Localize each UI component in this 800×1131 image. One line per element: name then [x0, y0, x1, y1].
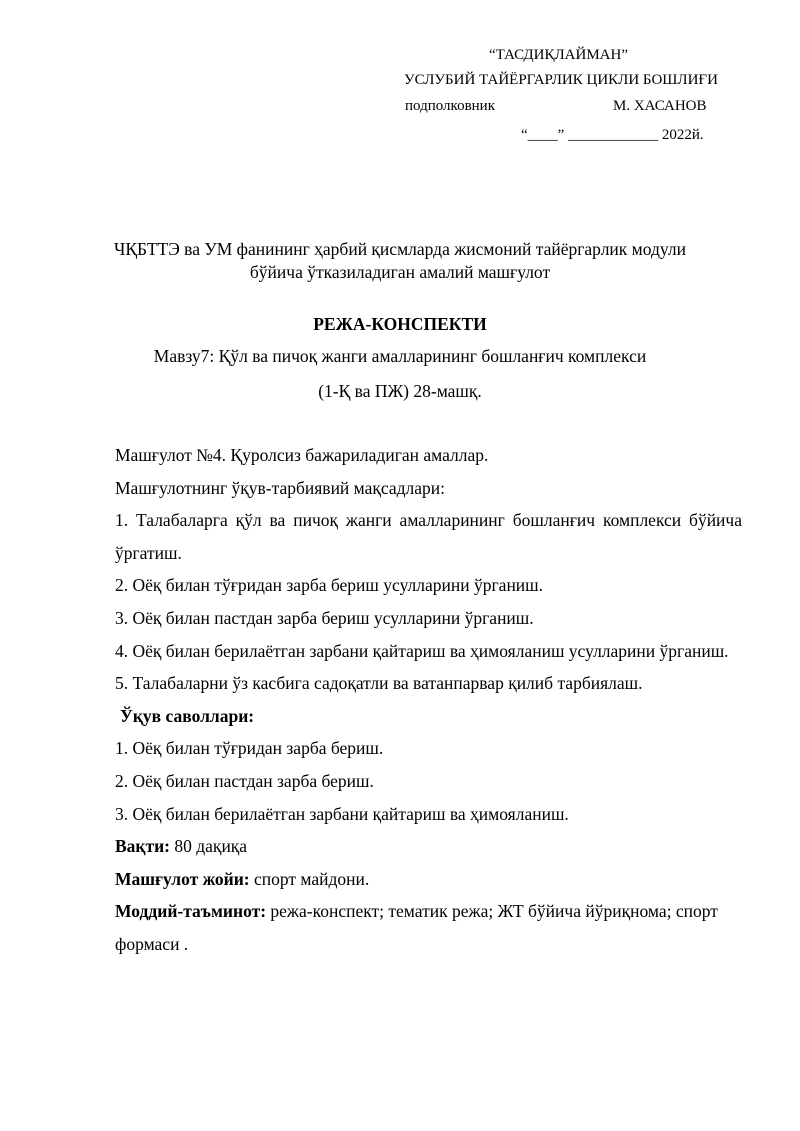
document-title-line-1: ЧҚБТТЭ ва УМ фанининг ҳарбий қисмларда жисмоний тайёргарлик модули — [114, 239, 686, 259]
document-body — [115, 439, 742, 961]
approval-date: “____” ____________ 2022й. — [521, 127, 704, 143]
question-item: 3. Оёқ билан берилаётган зарбани қайтариш ва ҳимояланиш. — [115, 803, 569, 824]
supply-value: режа-конспект; тематик режа; ЖТ бўйича йўриқнома; спорт формаси . — [115, 901, 718, 954]
place-line — [115, 863, 742, 896]
supply-line — [115, 895, 742, 960]
questions-label: Ўқув саволлари: — [120, 705, 255, 726]
document-title — [60, 238, 740, 284]
document-heading: РЕЖА-КОНСПЕКТИ — [313, 314, 487, 334]
goal-item: 2. Оёқ билан тўғридан зарба бериш усулларини ўрганиш. — [115, 575, 544, 596]
place-value: спорт майдони. — [249, 868, 370, 889]
approval-title: “ТАСДИҚЛАЙМАН” — [489, 47, 628, 63]
goal-item: 1. Талабаларга қўл ва пичоқ жанги амалларининг бошланғич комплекси бўйича ўргатиш. — [115, 510, 742, 563]
approval-position: УСЛУБИЙ ТАЙЁРГАРЛИК ЦИКЛИ БОШЛИҒИ — [404, 72, 718, 88]
supply-label: Моддий-таъминот: — [115, 901, 267, 922]
topic-line-2: (1-Қ ва ПЖ) 28-машқ. — [318, 381, 482, 401]
goal-item: 4. Оёқ билан берилаётган зарбани қайтариш ва ҳимояланиш усулларини ўрганиш. — [115, 640, 729, 661]
goal-item: 5. Талабаларни ўз касбига садоқатли ва ватанпарвар қилиб тарбиялаш. — [115, 673, 643, 694]
time-line — [115, 830, 742, 863]
time-label: Вақти: — [115, 836, 171, 857]
goals-label: Машғулотнинг ўқув-тарбиявий мақсадлари: — [115, 477, 446, 498]
lesson-line: Машғулот №4. Қуролсиз бажариладиган амаллар. — [115, 445, 489, 465]
topic-line-1: Мавзу7: Қўл ва пичоқ жанги амалларининг бошланғич комплекси — [153, 346, 647, 366]
document-title-line-2: бўйича ўтказиладиган амалий машғулот — [249, 262, 551, 282]
question-item: 2. Оёқ билан пастдан зарба бериш. — [115, 770, 374, 791]
question-item: 1. Оёқ билан тўғридан зарба бериш. — [115, 738, 384, 759]
approval-rank: подполковник — [405, 98, 495, 114]
time-value: 80 дақиқа — [170, 836, 248, 857]
goal-item: 3. Оёқ билан пастдан зарба бериш усулларини ўрганиш. — [115, 607, 534, 628]
approval-name: М. ХАСАНОВ — [613, 98, 707, 114]
place-label: Машғулот жойи: — [115, 868, 250, 889]
